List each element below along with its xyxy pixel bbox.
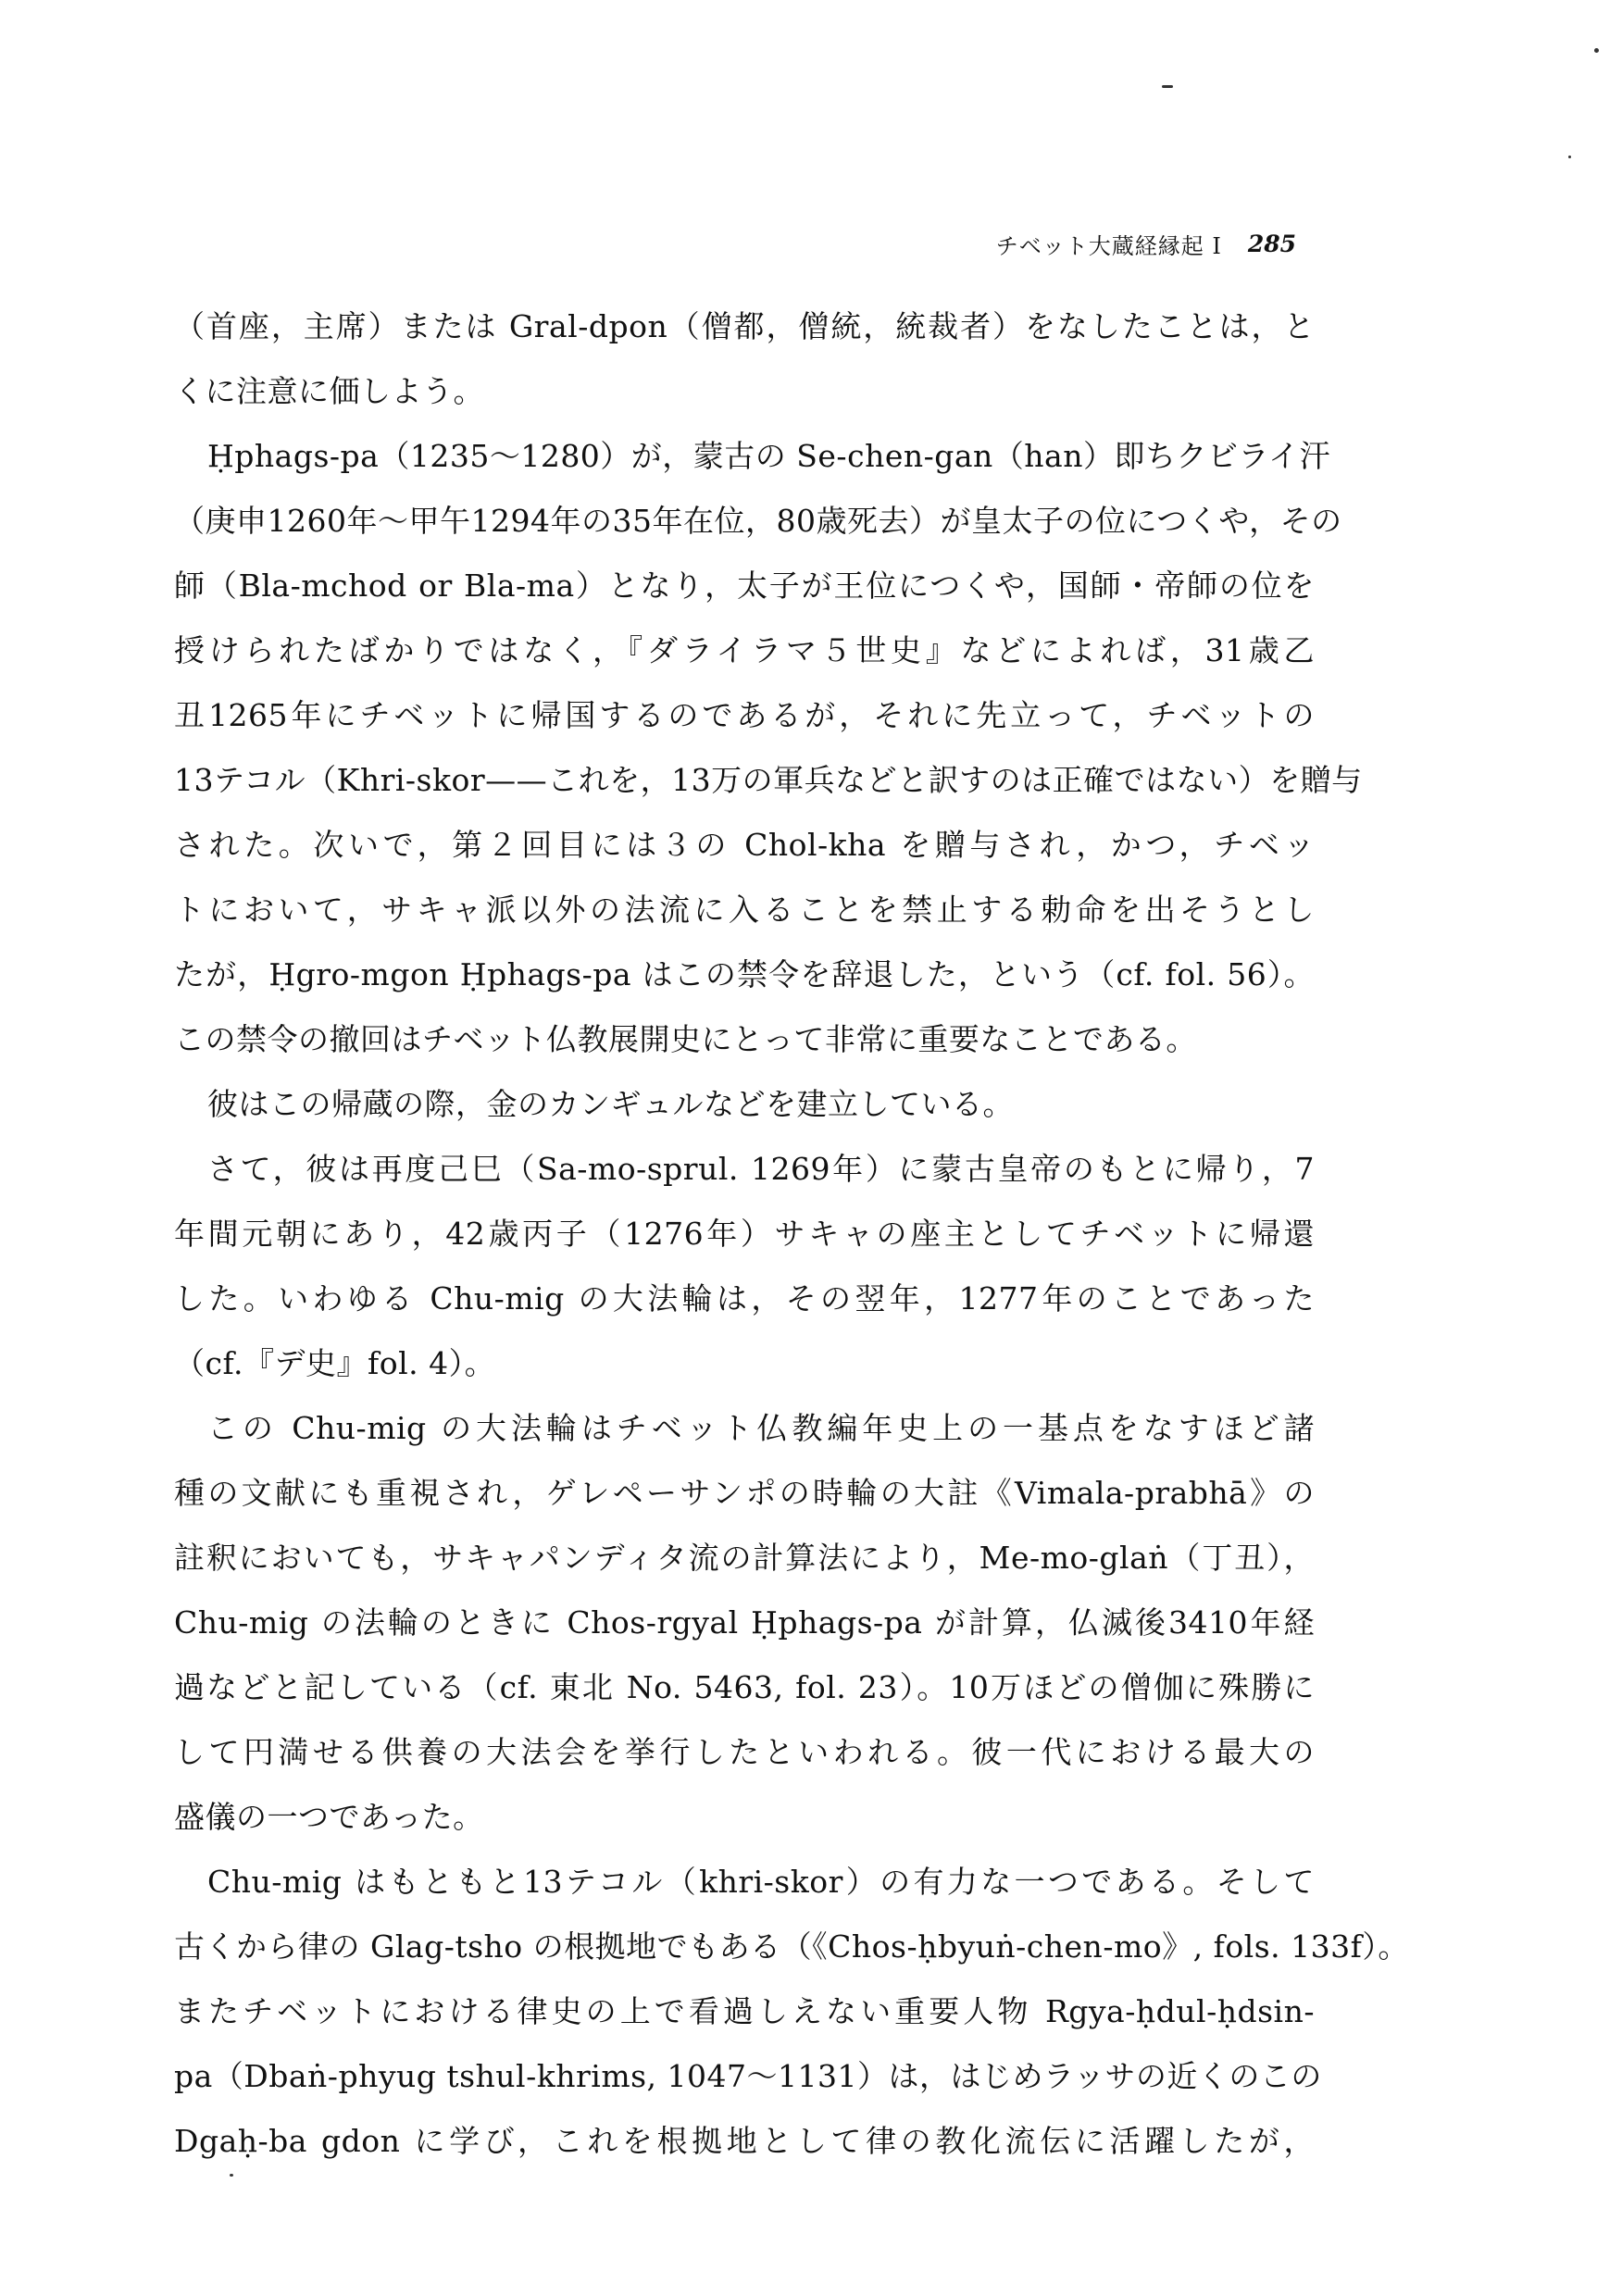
text-line: Ḥphags-pa（1235～1280）が，蒙古の Se-chen-gan（han）即ちクビライ汗	[207, 438, 1330, 474]
text-line: Dgaḥ-ba gdon に学び，これを根拠地として律の教化流伝に活躍したが，	[174, 2123, 1315, 2159]
scan-speck	[230, 2174, 233, 2177]
text-line: 師（Bla-mchod or Bla-ma）となり，太子が王位につくや，国師・帝師の位を	[174, 568, 1315, 604]
body-text	[174, 294, 1409, 2174]
scan-speck	[1568, 156, 1571, 158]
text-line: 彼はこの帰蔵の際，金のカンギュルなどを建立している。	[207, 1086, 1014, 1122]
text-line: Chu-mig はもともと13テコル（khri-skor）の有力な一つである。そして	[207, 1864, 1315, 1900]
text-line: 年間元朝にあり，42歳丙子（1276年）サキャの座主としてチベットに帰還	[174, 1216, 1315, 1252]
text-line: 13テコル（Khri-skor——これを，13万の軍兵などと訳すのは正確ではない）を贈与	[174, 762, 1363, 798]
text-line: pa（Dbaṅ-phyug tshul-khrims, 1047～1131）は，はじめラッサの近くのこの	[174, 2058, 1322, 2094]
text-line: たが，Ḥgro-mgon Ḥphags-pa はこの禁令を辞退した，という（cf. fol. 56）。	[174, 956, 1315, 992]
text-line: して円満せる供養の大法会を挙行したといわれる。彼一代における最大の	[174, 1734, 1315, 1770]
running-title: チベット大蔵経縁起 I	[995, 232, 1222, 259]
text-line: （庚申1260年～甲午1294年の35年在位，80歳死去）が皇太子の位につくや，その	[174, 503, 1342, 539]
text-line: 丑1265年にチベットに帰国するのであるが，それに先立って，チベットの	[174, 697, 1315, 733]
text-line: くに注意に価しよう。	[174, 373, 484, 409]
page-number: 285	[1247, 230, 1296, 257]
text-line: された。次いで，第２回目には３の Chol-kha を贈与され，かつ，チベッ	[174, 827, 1315, 863]
text-line: 過などと記している（cf. 東北 No. 5463, fol. 23）。10万ほどの僧伽に殊勝に	[174, 1669, 1315, 1705]
text-line: 註釈においても，サキャパンディタ流の計算法により，Me-mo-glaṅ（丁丑），	[174, 1540, 1315, 1576]
text-line: またチベットにおける律史の上で看過しえない重要人物 Rgya-ḥdul-ḥdsin-	[174, 1993, 1315, 2029]
text-line: （首座，主席）または Gral-dpon（僧都，僧統，統裁者）をなしたことは，と	[174, 308, 1315, 344]
text-line: 古くから律の Glag-tsho の根拠地でもある（《Chos-ḥbyuṅ-chen-mo》, fols. 133f）。	[174, 1928, 1409, 1965]
text-line: した。いわゆる Chu-mig の大法輪は，その翌年，1277年のことであった	[174, 1280, 1315, 1316]
scan-speck	[1594, 48, 1599, 53]
text-line: 種の文献にも重視され，ゲレペーサンポの時輪の大註《Vimala-prabhā》の	[174, 1475, 1315, 1511]
text-line: 盛儀の一つであった。	[174, 1799, 484, 1835]
scan-speck	[1162, 85, 1173, 88]
text-line: この Chu-mig の大法輪はチベット仏教編年史上の一基点をなすほど諸	[207, 1410, 1315, 1446]
running-header	[870, 225, 1296, 262]
text-line: （cf.『デ史』fol. 4）。	[174, 1345, 496, 1381]
text-line: さて，彼は再度己巳（Sa-mo-sprul. 1269年）に蒙古皇帝のもとに帰り，7	[207, 1151, 1315, 1187]
text-line: 授けられたばかりではなく，『ダライラマ５世史』などによれば，31歳乙	[174, 632, 1315, 668]
text-line: トにおいて，サキャ派以外の法流に入ることを禁止する勅命を出そうとし	[174, 892, 1315, 928]
text-line: この禁令の撤回はチベット仏教展開史にとって非常に重要なことである。	[174, 1021, 1197, 1057]
text-line: Chu-mig の法輪のときに Chos-rgyal Ḥphags-pa が計算，仏滅後3410年経	[174, 1604, 1315, 1641]
